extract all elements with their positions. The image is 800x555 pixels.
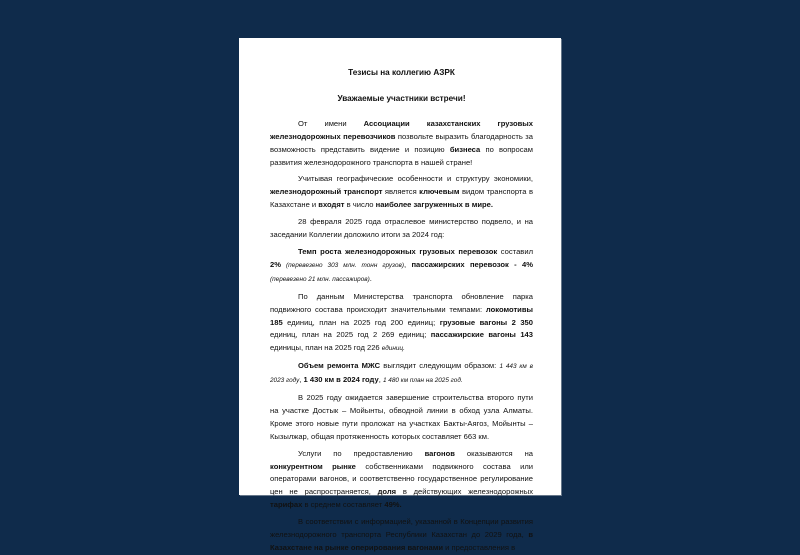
emphasis: наиболее загруженных в мире. <box>375 200 493 210</box>
text: , <box>299 375 304 385</box>
paragraph-growth-rate <box>270 246 533 287</box>
text: собственниками подвижного состава или операторами вагонов, и соответственно государственное регулирование цен не распространяется, <box>270 461 533 497</box>
paragraph-construction <box>270 392 533 444</box>
text: Учитывая географические особенности и структуру экономики, <box>298 174 533 184</box>
text: является <box>382 187 420 197</box>
text: единиц, план на 2025 год 2 269 единиц; <box>270 330 431 340</box>
paragraph-intro <box>270 118 533 170</box>
text: в число <box>344 200 376 210</box>
text: оказываются на <box>454 448 534 458</box>
text: единицы, план на 2025 год 226 <box>270 343 382 353</box>
text: Услуги по предоставлению <box>298 448 425 458</box>
emphasis: железнодорожный транспорт <box>270 187 383 197</box>
text: в действующих железнодорожных <box>396 487 534 497</box>
passenger-growth-value: пассажирских перевозок - 4% <box>411 259 533 269</box>
locomotives-count: локомотивы 185 <box>270 304 533 327</box>
emphasis: тарифах <box>270 500 303 510</box>
emphasis: доля <box>377 487 397 497</box>
text: 28 февраля 2025 года отраслевое министерство подвело, и на заседании Коллегии доложило итоги за 2024 год: <box>270 217 533 240</box>
emphasis: Объем ремонта МЖС <box>298 361 381 371</box>
text: В 2025 году ожидается завершение строительства второго пути на участке Достык – Мойынты, обводной линии в обход узла Алматы. Кроме этого новые пути проложат на участках Бакты-Аягоз, Мойынты – Кызылжар, общая протяженность которых составляет 663 км. <box>270 393 533 441</box>
text: От имени <box>298 118 364 128</box>
text: единиц. <box>381 345 405 353</box>
paragraph-repair-volume <box>270 360 533 388</box>
text: , <box>378 375 383 385</box>
paragraph-wagon-services <box>270 448 533 513</box>
paragraph-rolling-stock <box>270 291 533 357</box>
repair-2024: 1 430 км в 2024 году <box>303 375 379 385</box>
text: По данным Министерства транспорта обновление парка подвижного состава происходит значительными темпами: <box>270 291 533 314</box>
text: составил <box>497 246 534 256</box>
text: , <box>403 259 412 269</box>
paragraph-ministry-results <box>270 216 533 242</box>
document-page <box>239 38 561 552</box>
emphasis: Темп роста железнодорожных грузовых перевозок <box>298 246 498 256</box>
text: . <box>369 273 372 283</box>
document-title: Тезисы на коллегию АЗРК <box>348 68 455 77</box>
greeting: Уважаемые участники встречи! <box>337 93 466 103</box>
text: позвольте выразить благодарность за возможность представить видение и позицию <box>270 131 533 154</box>
text: в среднем составляет <box>302 500 385 510</box>
text: выглядит следующим образом: <box>380 361 500 371</box>
tariff-share-value: 49%. <box>384 500 402 510</box>
paragraph-concept <box>270 516 533 555</box>
emphasis: в Казахстане на рынке оперирования вагонами <box>270 530 533 552</box>
freight-growth-value: 2% <box>270 259 281 269</box>
emphasis: бизнеса <box>449 144 481 154</box>
paragraph-geography <box>270 173 533 212</box>
repair-plan-2025: 1 480 км план на 2025 год. <box>382 377 463 385</box>
text: В соответствии с информацией, указанной в Концепции развития железнодорожного транспорта Республики Казахстан до 2029 года, <box>270 517 533 540</box>
passenger-volume-note: (перевезено 21 млн. пассажиров) <box>270 275 370 283</box>
association-name: Ассоциации казахстанских грузовых железнодорожных перевозчиков <box>270 118 533 141</box>
emphasis: конкурентном рынке <box>270 461 356 471</box>
text: по вопросам развития железнодорожного транспорта в нашей стране! <box>270 144 533 167</box>
repair-2023: 1 443 км в 2023 году <box>270 363 533 385</box>
text: единиц, план на 2025 год 200 единиц; <box>282 317 440 327</box>
passenger-wagons-count: пассажирские вагоны 143 <box>430 330 533 340</box>
freight-volume-note: (перевезено 303 млн. тонн грузов) <box>280 261 404 269</box>
emphasis: входят <box>318 200 345 210</box>
emphasis: вагонов <box>424 448 455 458</box>
emphasis: ключевым <box>419 187 460 197</box>
freight-wagons-count: грузовые вагоны 2 350 <box>439 317 533 327</box>
text: видом транспорта в Казахстане и <box>270 187 533 210</box>
text: и предоставления в <box>443 543 516 552</box>
